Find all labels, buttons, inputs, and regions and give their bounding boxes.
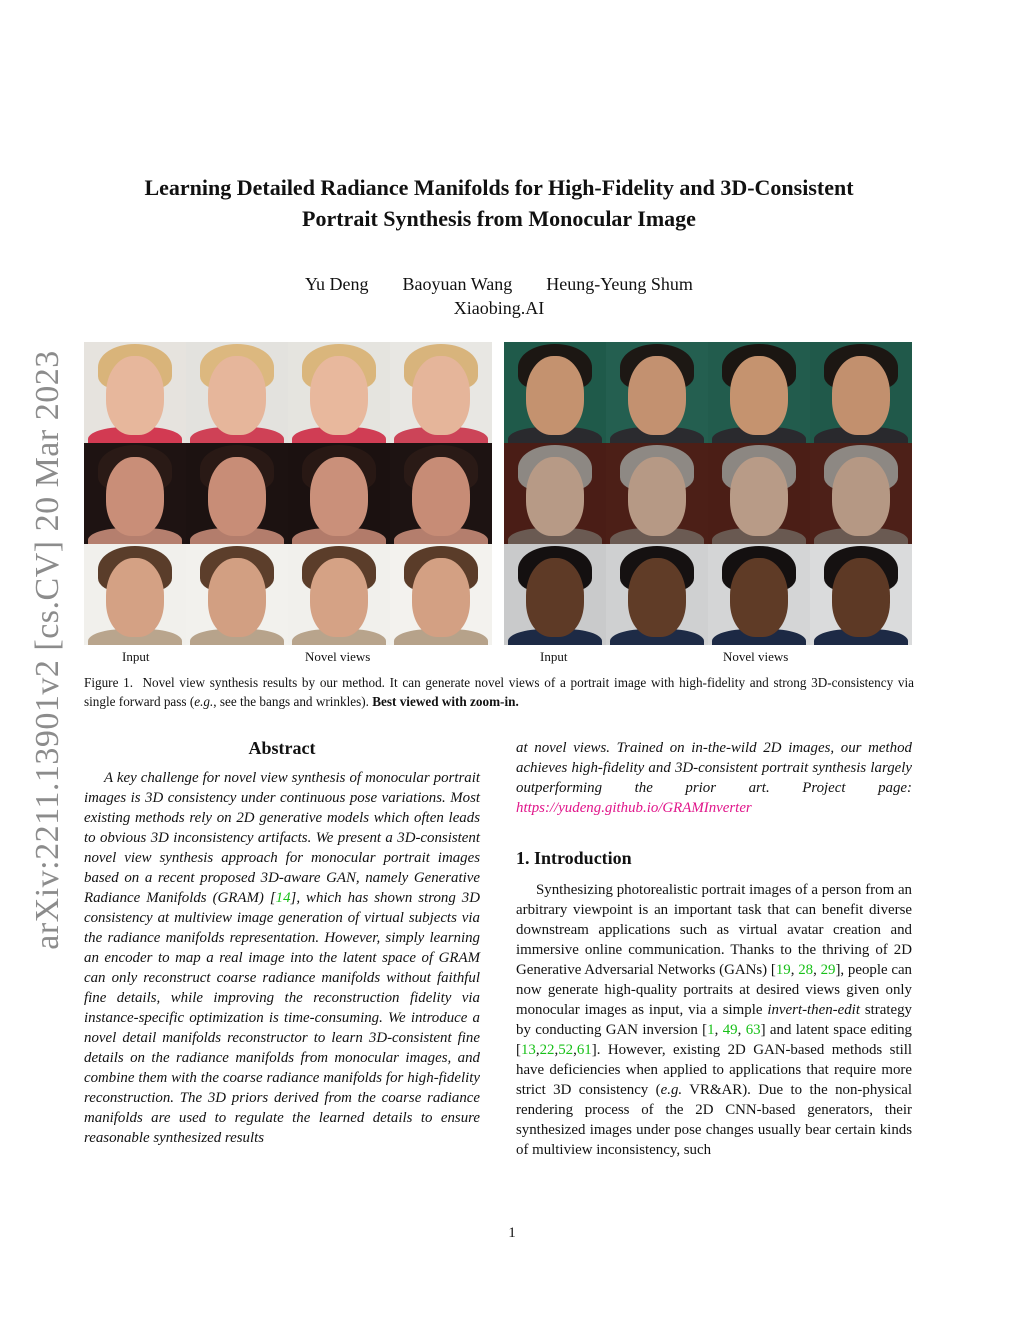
portrait-image [288,443,390,544]
left-column [84,738,480,1148]
citation-link[interactable]: 22 [539,1042,555,1058]
author-2: Baoyuan Wang [402,274,513,294]
portrait-image [810,544,912,645]
author-names [84,272,914,296]
portrait-image [84,544,186,645]
caption-bold: Best viewed with zoom-in. [372,694,519,709]
author-block [84,272,914,320]
citation-link[interactable]: 1 [707,1022,715,1038]
portrait-image [84,342,186,443]
portrait-image [606,342,708,443]
citation-link[interactable]: 29 [820,962,836,978]
citation-link[interactable]: 52 [558,1042,574,1058]
page-number: 1 [508,1225,516,1241]
citation-link[interactable]: 49 [722,1022,738,1038]
portrait-image [606,443,708,544]
citation-link[interactable]: 14 [275,890,291,906]
citation-link[interactable]: 61 [576,1042,592,1058]
project-page-link[interactable]: https://yudeng.github.io/GRAMInverter [516,800,752,816]
author-1: Yu Deng [305,274,369,294]
portrait-image [810,342,912,443]
figure-group-right [504,342,912,646]
author-3: Heung-Yeung Shum [546,274,693,294]
title-line-1: Learning Detailed Radiance Manifolds for High-Fidelity and 3D-Consistent [144,175,854,200]
portrait-image [390,342,492,443]
paper-title [84,172,914,234]
arxiv-identifier: arXiv:2211.13901v2 [cs.CV] 20 Mar 2023 [29,350,66,950]
caption-text-2: , see the bangs and wrinkles). [213,694,373,709]
figure-label-novel-right: Novel views [723,649,789,664]
portrait-image [84,443,186,544]
caption-text: Novel view synthesis results by our method. It can generate novel views of a portrait image with high-fidelity and strong 3D-consistency via single forward pass ( [84,675,915,709]
portrait-image [288,544,390,645]
caption-eg: e.g. [194,694,214,709]
portrait-image [504,443,606,544]
right-column [516,738,912,1160]
portrait-image [504,544,606,645]
portrait-image [708,342,810,443]
figure-label-input-left: Input [122,649,150,664]
abstract-body: A key challenge for novel view synthesis of monocular portrait images is 3D consistency under continuous pose variations. Most existing methods rely on 2D generative models which often leads to obvious 3D inconsistency artifacts. We present a 3D-consistent novel view synthesis approach for monocular portrait images based on a recent proposed 3D-aware GAN, namely Generative Radiance Manifolds (GRAM) [14], which has shown strong 3D consistency at multiview image generation of virtual subjects via the radiance manifolds representation. However, simply learning an encoder to map a real image into the latent space of GRAM can only reconstruct coarse radiance manifolds without faithful fine details, while improving the reconstruction fidelity via instance-specific optimization is time-consuming. We introduce a novel detail manifolds reconstructor to learn 3D-consistent fine details on the radiance manifolds from monocular images, and combine them with the coarse radiance manifolds for high-fidelity reconstruction. The 3D priors derived from the coarse radiance manifolds are used to regulate the learned details to ensure reasonable synthesized results [84,770,480,1146]
abstract-continued: at novel views. Trained on in-the-wild 2D images, our method achieves high-fidelity and 3D-consistent portrait synthesis largely outperforming the prior art. Project page: https://yudeng.github.io/GRAMInverter [516,740,912,816]
portrait-image [708,443,810,544]
abstract-heading: Abstract [248,738,316,758]
portrait-image [708,544,810,645]
citation-link[interactable]: 19 [775,962,791,978]
figure-label-input-right: Input [540,649,568,664]
portrait-image [288,342,390,443]
portrait-image [504,342,606,443]
citation-link[interactable]: 63 [745,1022,761,1038]
figure-label-novel-left: Novel views [305,649,371,664]
figure-caption [84,673,914,711]
title-line-2: Portrait Synthesis from Monocular Image [302,206,696,231]
portrait-image [606,544,708,645]
portrait-image [186,544,288,645]
introduction-body: Synthesizing photorealistic portrait images of a person from an arbitrary viewpoint is an important task that can benefit diverse downstream applications such as virtual avatar creation and immersive online communication. Thanks to the thriving of 2D Generative Adversarial Networks (GANs) [19, 28, 29], people can now generate high-quality portraits at desired views given only monocular images as input, via a simple invert-then-edit strategy by conducting GAN inversion [1, 49, 63] and latent space editing [13,22,52,61]. However, existing 2D GAN-based methods still have deficiencies when applied to applications that require more strict 3D consistency (e.g. VR&AR). Due to the non-physical rendering process of the 2D CNN-based generators, their synthesized images under pose changes usually bear certain kinds of multiview inconsistency, such [516,882,913,1158]
figure-1 [84,342,914,664]
portrait-image [186,342,288,443]
figure-group-left [84,342,492,646]
affiliation: Xiaobing.AI [453,298,545,318]
portrait-image [810,443,912,544]
portrait-image [390,443,492,544]
caption-label: Figure 1. [84,675,134,690]
citation-link[interactable]: 28 [798,962,814,978]
portrait-image [390,544,492,645]
portrait-image [186,443,288,544]
introduction-heading: 1. Introduction [516,848,632,868]
citation-link[interactable]: 13 [520,1042,536,1058]
